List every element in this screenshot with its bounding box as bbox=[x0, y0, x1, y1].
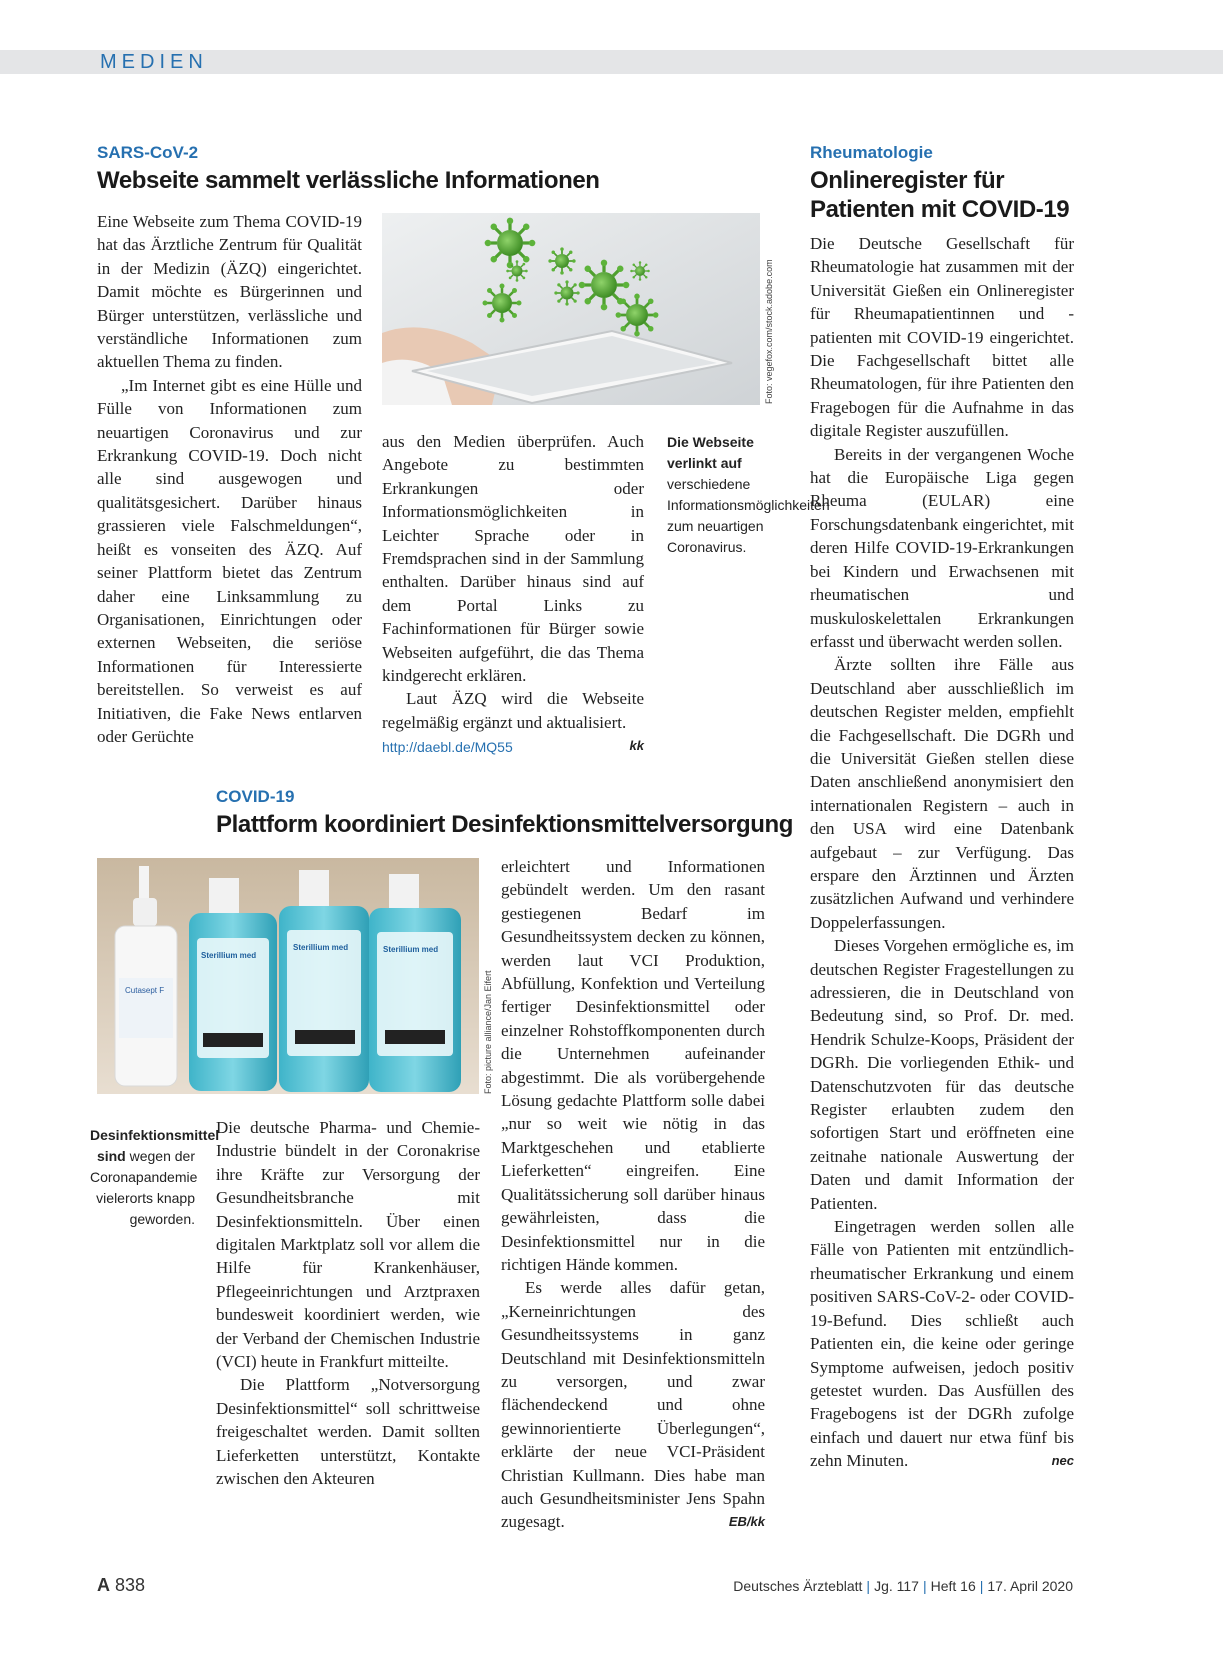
article1-paragraph-text: Laut ÄZQ wird die Webseite regelmäßig ergänzt und aktualisiert. bbox=[382, 689, 644, 732]
article3-image-credit: Foto: picture alliance/Jan Eifert bbox=[483, 970, 493, 1094]
bottle-label: Sterillium med bbox=[293, 943, 349, 952]
article1-caption-text: verschiedene Informationsmöglichkeiten zum neuartigen Coronavirus. bbox=[667, 476, 830, 555]
article2-paragraph-text: Eingetragen werden sollen alle Fälle von Patienten mit entzündlich-rheumatischer Erkrankung und einem positiven SARS-CoV-2- oder COVID-19-Befund. Dies schließt auch Patienten ein, die keine oder geringe Symptome aufweisen, jedoch positiv getestet wurden. Das Ausfüllen des Fragebogens ist der DGRh zufolge einfach und dauert nur etwa fünf bis zehn Minuten. bbox=[810, 1217, 1074, 1471]
article3-headline: Plattform koordiniert Desinfektionsmittelversorgung bbox=[216, 811, 794, 838]
coronavirus-tablet-image bbox=[382, 213, 760, 405]
footer-journal: Deutsches Ärzteblatt bbox=[733, 1578, 863, 1594]
article1-column-2 bbox=[382, 430, 644, 760]
article3-caption-bold: Desinfektionsmittel sind bbox=[90, 1127, 220, 1164]
page-number bbox=[97, 1575, 145, 1596]
footer-date: 17. April 2020 bbox=[987, 1578, 1073, 1594]
article3-author: EB/kk bbox=[728, 1514, 765, 1530]
article3-paragraph: Die Plattform „Notversorgung Desinfektionsmittel“ soll schrittweise freigeschaltet werden. Damit sollten Lieferketten unterstützt, Kontakte zwischen den Akteuren bbox=[216, 1375, 480, 1489]
footer-journal-info: Deutsches Ärzteblatt | Jg. 117 | Heft 16 | 17. April 2020 bbox=[733, 1578, 1073, 1594]
article1-kicker: SARS-CoV-2 bbox=[97, 143, 199, 162]
section-label: MEDIEN bbox=[100, 51, 208, 73]
article3-kicker: COVID-19 bbox=[216, 787, 295, 806]
article2-paragraph: Bereits in der vergangenen Woche hat die Europäische Liga gegen Rheuma (EULAR) eine Forschungsdatenbank eingerichtet, mit deren Hilfe COVID-19-Erkrankungen bei Kindern und Erwachsenen mit rheumatischen und muskuloskelettalen Erkrankungen erfasst und überwacht werden sollen. bbox=[810, 444, 1074, 651]
article3-paragraph-last bbox=[501, 1276, 765, 1533]
footer-volume: Jg. 117 bbox=[874, 1578, 919, 1594]
article1-author: kk bbox=[629, 738, 644, 754]
article2-paragraph: Die Deutsche Gesellschaft für Rheumatologie hat zusammen mit der Universität Gießen ein Onlineregister für Rheumapatientinnen und -patienten mit COVID-19 eingerichtet. Die Fachgesellschaft bittet alle Rheumatologen, für ihre Patienten den Fragebogen für die Aufnahme in das digitale Register auszufüllen. bbox=[810, 234, 1074, 441]
article1-headline: Webseite sammelt verlässliche Informationen bbox=[97, 167, 600, 194]
article1-link[interactable]: http://daebl.de/MQ55 bbox=[382, 739, 513, 756]
article3-paragraph: erleichtert und Informationen gebündelt werden. Um den rasant gestiegenen Bedarf im Gesundheitssystem decken zu können, werden laut VCI Produktion, Abfüllung, Konfektion und Verteilung fertiger Desinfektionsmittel oder einzelner Rohstoffkomponenten durch die Unternehmen aufeinander abgestimmt. Die als vorübergehende Lösung gedachte Plattform solle dabei „nur so weit wie nötig in das Marktgeschehen und etablierte Lieferketten“ eingreifen. Eine Qualitätssicherung soll darüber hinaus gewährleisten, dass die Desinfektionsmittel nur in die richtigen Hände kommen. bbox=[501, 857, 765, 1274]
article2-author: nec bbox=[1051, 1453, 1074, 1469]
article1-paragraph: Eine Webseite zum Thema COVID-19 hat das Ärztliche Zentrum für Qualität in der Medizin (ÄZQ) eingerichtet. Damit möchte es Bürgerinnen und Bürger unterstützen, verlässliche und verständliche Informationen zum aktuellen Thema zu finden. bbox=[97, 212, 362, 372]
page-prefix: A bbox=[97, 1575, 110, 1595]
article2-paragraph-last bbox=[810, 1215, 1074, 1472]
bottle-label: Cutasept F bbox=[125, 986, 165, 995]
article3-column-1 bbox=[216, 1116, 480, 1491]
disinfectant-bottles-image bbox=[97, 858, 479, 1094]
article1-paragraph: aus den Medien überprüfen. Auch Angebote zu bestimmten Erkrankungen oder Informationsmöglichkeiten in Leichter Sprache oder in Fremdsprachen sind in der Sammlung enthalten. Darüber hinaus sind auf dem Portal Links zu Fachinformationen für Bürger sowie Webseiten aufgeführt, die das Thema kindgerecht erklären. bbox=[382, 432, 644, 686]
article2-paragraph: Dieses Vorgehen ermögliche es, im deutschen Register Fragestellungen zu adressieren, die in Deutschland von Bedeutung sind, so Prof. Dr. med. Hendrik Schulze-Koops, Präsident der DGRh. Die vorliegenden Ethik- und Datenschutzvoten für das deutsche Register erlaubten zudem den sofortigen Start und eröffneten eine zeitnahe nationale Auswertung der Daten und damit Information der Patienten. bbox=[810, 936, 1074, 1213]
article1-paragraph: „Im Internet gibt es eine Hülle und Fülle von Informationen zum neuartigen Coronavirus und zur Erkrankung COVID-19. Doch nicht alle sind ausgewogen und qualitätsgesichert. Darüber hinaus grassieren viele Falschmeldungen“, heißt es vonseiten des ÄZQ. Auf seiner Plattform bietet das Zentrum daher eine Linksammlung zu Organisationen, Einrichtungen oder externen Webseiten, die seriöse Informationen für Interessierte bereitstellen. So verweist es auf Initiativen, die Fake News entlarven oder Gerüchte bbox=[97, 375, 362, 746]
article3-caption-text: wegen der Coronapandemie vielerorts knapp geworden. bbox=[90, 1148, 198, 1227]
article2-headline-line2: Patienten mit COVID-19 bbox=[810, 196, 1070, 223]
article2-paragraph: Ärzte sollten ihre Fälle aus Deutschland aber ausschließlich im deutschen Register melden, empfiehlt die Fachgesellschaft. Die DGRh und die Universität Gießen stellen diese Daten anschließend anonymisiert den internationalen Registern – auch in den USA wird eine Datenbank aufgebaut – zur Verfügung. Das erspare den Ärztinnen und Ärzten zusätzlichen Aufwand und verhindere Doppelerfassungen. bbox=[810, 655, 1074, 932]
article2-headline-line1: Onlineregister für bbox=[810, 167, 1005, 194]
disinfectant-bottles-illustration bbox=[97, 858, 479, 1094]
article1-caption-bold: Die Webseite verlinkt auf bbox=[667, 434, 754, 471]
article2-kicker: Rheumatologie bbox=[810, 143, 933, 162]
bottle-label: Sterillium med bbox=[201, 951, 257, 960]
page-number-value: 838 bbox=[115, 1575, 146, 1595]
article1-caption bbox=[667, 432, 830, 558]
coronavirus-illustration bbox=[382, 213, 760, 405]
article3-caption bbox=[90, 1125, 220, 1230]
article2-column bbox=[810, 232, 1074, 1473]
footer-issue: Heft 16 bbox=[930, 1578, 976, 1594]
article3-paragraph: Die deutsche Pharma- und Chemie-Industrie bündelt in der Coronakrise ihre Kräfte zur Versorgung der Gesundheitsbranche mit Desinfektionsmitteln. Über einen digitalen Marktplatz soll vor allem die Hilfe für Krankenhäuser, Pflegeeinrichtungen und Arztpraxen bundesweit koordiniert werden, wie der Verband der Chemischen Industrie (VCI) heute in Frankfurt mitteilte. bbox=[216, 1118, 480, 1372]
article1-column-1 bbox=[97, 210, 362, 748]
bottle-label: Sterillium med bbox=[383, 945, 439, 954]
article1-image-credit: Foto: vegefox.com/stock.adobe.com bbox=[764, 259, 774, 404]
article3-column-2 bbox=[501, 855, 765, 1534]
article3-paragraph-text: Es werde alles dafür getan, „Kerneinrichtungen des Gesundheitssystems in ganz Deutschland mit Desinfektionsmitteln zu versorgen, und zwar flächendeckend und ohne gewinnorientierte Überlegungen“, erklärte der neue VCI-Präsident Christian Kullmann. Dies habe man auch Gesundheitsminister Jens Spahn zugesagt. bbox=[501, 1278, 765, 1532]
